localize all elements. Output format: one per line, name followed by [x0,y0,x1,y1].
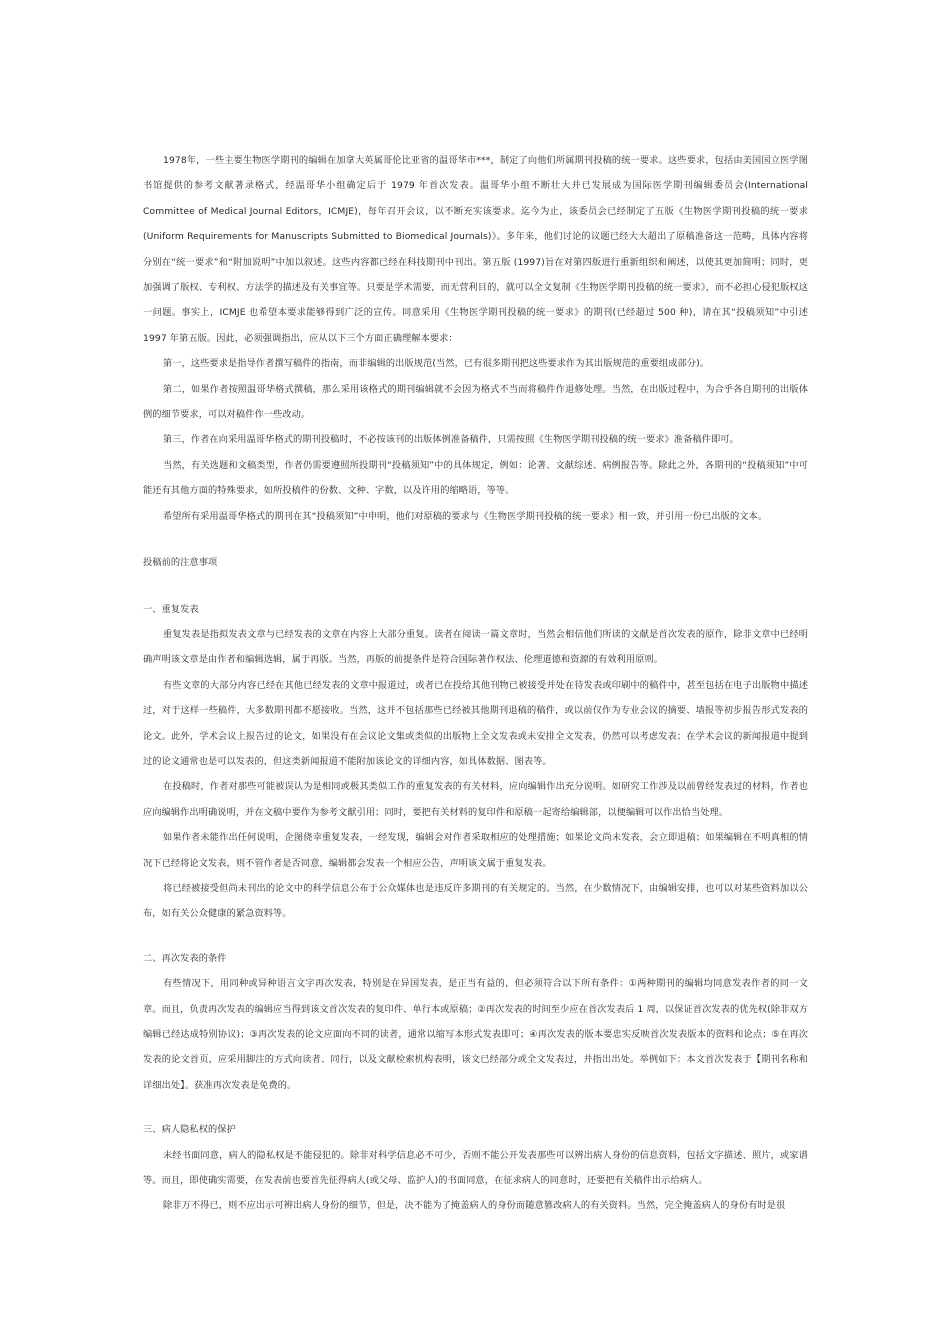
section-paragraph: 将已经被接受但尚未刊出的论文中的科学信息公布于公众媒体也是违反许多期刊的有关规定的。当然，在少数情况下，由编辑安排，也可以对某些资料加以公布，如有关公众健康的紧急资料等。 [143,882,808,920]
section-paragraph: 未经书面同意，病人的隐私权是不能侵犯的。除非对科学信息必不可少，否则不能公开发表那些可以辨出病人身份的信息资料，包括文字描述、照片，或家谱等。而且，即使确实需要，在发表前也要首先征得病人(或父母、监护人)的书面同意，在征求病人的同意时，还要把有关稿件出示给病人。 [143,1149,808,1187]
section-paragraph: 在投稿时，作者对那些可能被误认为是相同或极其类似工作的重复发表的有关材料，应向编辑作出充分说明。如研究工作涉及以前曾经发表过的材料，作者也应向编辑作出明确说明，并在文稿中要作为参考文献引用；同时，要把有关材料的复印件和原稿一起寄给编辑部，以便编辑可以作出恰当处理。 [143,781,808,818]
section-title: 投稿前的注意事项 [143,557,218,569]
section-patient-privacy [143,1143,808,1219]
section-duplicate-publication [143,622,808,927]
section-paragraph: 重复发表是指拟发表文章与已经发表的文章在内容上大部分重复。读者在阅读一篇文章时，当然会相信他们所读的文献是首次发表的原作，除非文章中已经明确声明该文章是由作者和编辑选辑，属于再版。当然，再版的前提条件是符合国际著作权法、伦理道德和资源的有效利用原则。 [143,628,808,666]
intro-block [143,148,808,529]
section-heading-patient-privacy: 三、病人隐私权的保护 [143,1124,236,1136]
intro-paragraph-6: 希望所有采用温哥华格式的期刊在其“投稿须知”中申明，他们对原稿的要求与《生物医学期刊投稿的统一要求》相一致，并引用一份已出版的文本。 [163,510,768,522]
section-paragraph: 有些情况下，用同种或异种语言文字再次发表，特别是在异国发表，是正当有益的，但必须符合以下所有条件：①两种期刊的编辑均同意发表作者的同一文章。而且，负责再次发表的编辑应当得到该文首次发表的复印件、单行本或原稿；②再次发表的时间至少应在首次发表后 1 周，以保证首次发表的优先权(除非双方编辑已经达成特别协议)；③再次发表的论文应面向不同的读者，通常以缩写本形式发表即可；④再次发表的版本要忠实反映首次发表版本的资料和论点；⑤在再次发表的论文首页，应采用脚注的方式向读者、同行，以及文献检索机构表明，该文已经部分或全文发表过，并指出出处。举例如下：本文首次发表于【期刊名称和详细出处】。获准再次发表是免费的。 [143,978,808,1091]
intro-paragraph-4: 第三，作者在向采用温哥华格式的期刊投稿时，不必按该刊的出版体例准备稿件，只需按照《生物医学期刊投稿的统一要求》准备稿件即可。 [163,434,739,446]
section-republication-conditions [143,971,808,1098]
document-page [143,148,808,1219]
section-paragraph: 如果作者未能作出任何说明，企图侥幸重复发表，一经发现，编辑会对作者采取相应的处理措施；如果论文尚未发表，会立即退稿；如果编辑在不明真相的情况下已经将论文发表，则不管作者是否同意，编辑都会发表一个相应公告，声明该文属于重复发表。 [143,832,808,869]
section-heading-republication-conditions: 二、再次发表的条件 [143,952,227,964]
intro-paragraph-3: 第二，如果作者按照温哥华格式撰稿，那么采用该格式的期刊编辑就不会因为格式不当而将稿件作退修处理。当然，在出版过程中，为合乎各自期刊的出版体例的细节要求，可以对稿件作一些改动。 [143,383,808,421]
intro-paragraph-2: 第一，这些要求是指导作者撰写稿件的指南，而非编辑的出版规范(当然，已有很多期刊把这些要求作为其出版规范的重要组成部分)。 [163,358,710,370]
section-paragraph: 除非万不得已，则不应出示可辨出病人身份的细节，但是，决不能为了掩盖病人的身份而随意篡改病人的有关资料。当然，完全掩盖病人的身份有时是很 [163,1200,786,1212]
intro-paragraph-1: 1978年，一些主要生物医学期刊的编辑在加拿大英属哥伦比亚省的温哥华市***，制定了向他们所属期刊投稿的统一要求。这些要求，包括由美国国立医学图书馆提供的参考文献著录格式，经温哥华小组确定后于 1979 年首次发表。温哥华小组不断壮大并已发展成为国际医学期刊编辑委员会(International Committee of Medical Journal Editors，ICMJE)，每年召开会议，以不断充实该要求。迄今为止，该委员会已经制定了五版《生物医学期刊投稿的统一要求(Uniform Requirements for Manuscripts Submitted to Biomedical Journals)》。多年来，他们讨论的议题已经大大超出了原稿准备这一范畴，具体内容将分别在“统一要求”和“附加说明”中加以叙述。这些内容都已经在科技期刊中刊出。第五版 (1997)旨在对第四版进行重新组织和阐述，以使其更加简明；同时，更加强调了版权、专利权、方法学的描述及有关事宜等。只要是学术需要，而无营利目的，就可以全文复制《生物医学期刊投稿的统一要求》，而不必担心侵犯版权这一问题。事实上，ICMJE 也希望本要求能够得到广泛的宣传。同意采用《生物医学期刊投稿的统一要求》的期刊(已经超过 500 种)，请在其“投稿须知”中引述 1997 年第五版。因此，必须强调指出，应从以下三个方面正确理解本要求： [143,155,808,344]
section-paragraph: 有些文章的大部分内容已经在其他已经发表的文章中报道过，或者已在投给其他刊物已被接受并处在待发表或印刷中的稿件中，甚至包括在电子出版物中描述过，对于这样一些稿件，大多数期刊都不愿接收。当然，这并不包括那些已经被其他期刊退稿的稿件，或以前仅作为专业会议的摘要、墙报等初步报告形式发表的论文。此外，学术会议上报告过的论文，如果没有在会议论文集或类似的出版物上全文发表或未安排全文发表，仍然可以考虑发表；在学术会议的新闻报道中提到过的论文通常也是可以发表的，但这类新闻报道不能附加该论文的详细内容，如具体数据、图表等。 [143,679,808,767]
section-heading-duplicate-publication: 一、重复发表 [143,603,199,615]
intro-paragraph-5: 当然，有关选题和文稿类型，作者仍需要遵照所投期刊“投稿须知”中的具体规定，例如：论著、文献综述、病例报告等。除此之外，各期刊的“投稿须知”中可能还有其他方面的特殊要求，如所投稿件的份数、文种、字数，以及许用的缩略语，等等。 [143,459,808,497]
